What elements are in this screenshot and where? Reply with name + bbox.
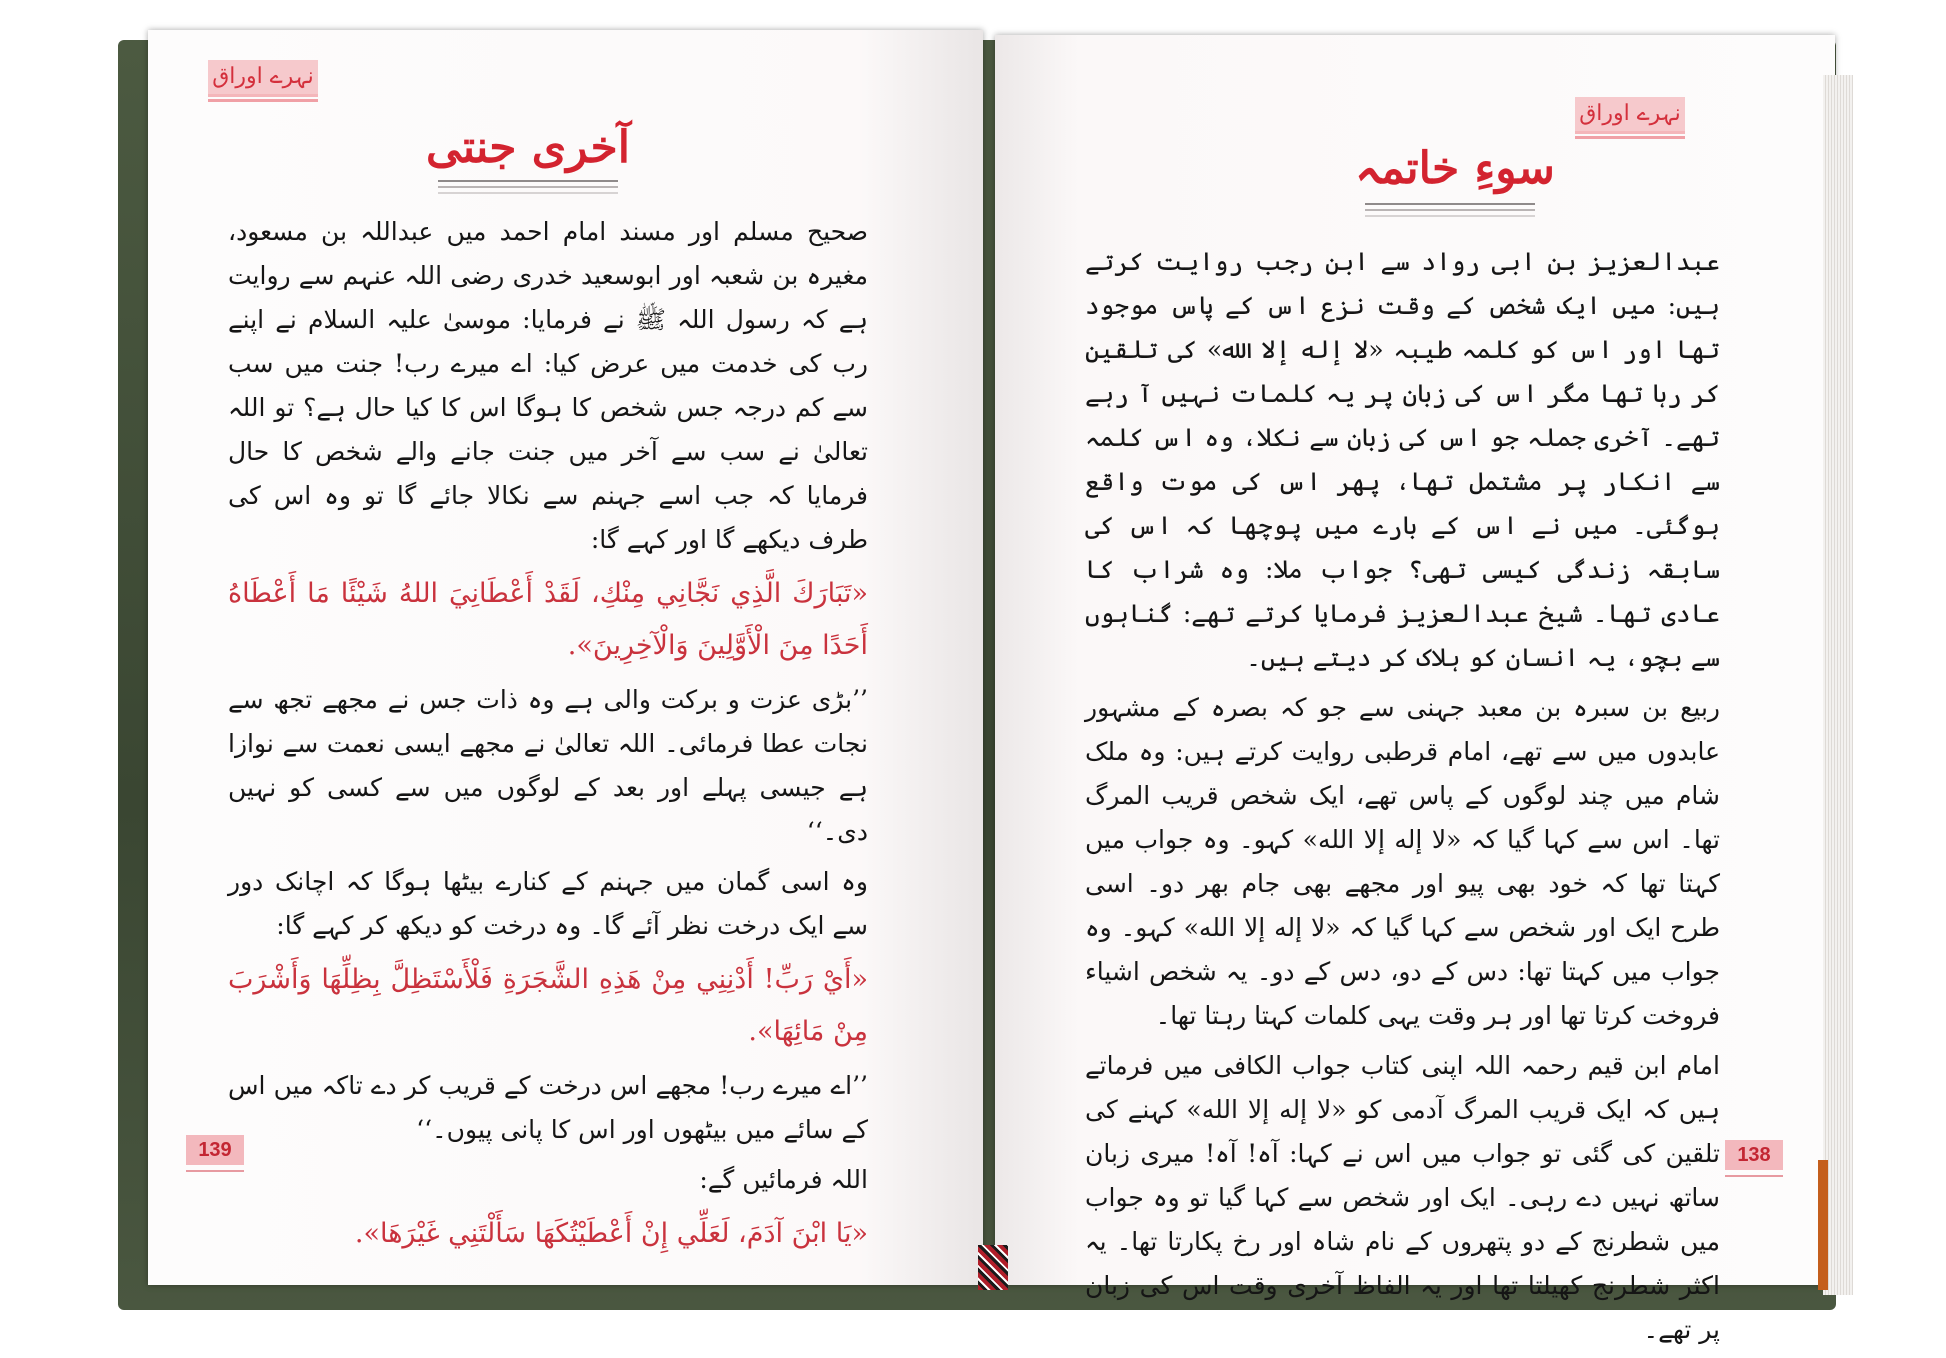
left-arabic-quote-2: «أَيْ رَبِّ! أَدْنِنِي مِنْ هَذِهِ الشَّجَرَةِ فَلْأَسْتَظِلَّ بِظِلِّهَا وَأَشْرَبَ مِنْ مَائِهَا». [228,964,868,1047]
left-paragraph-3: وہ اسی گمان میں جہنم کے کنارے بیٹھا ہوگا کہ اچانک دور سے ایک درخت نظر آئے گا۔ وہ درخت کو دیکھ کر کہے گا: [228,867,868,940]
left-page [148,30,983,1285]
left-page-title: آخری جنتی [426,122,630,173]
left-page-body [228,210,868,1266]
left-paragraph-4: ’’اے میرے رب! مجھے اس درخت کے قریب کر دے تاکہ میں اس کے سائے میں بیٹھوں اور اس کا پانی پیوں۔‘‘ [228,1071,868,1144]
right-paragraph-2: ربیع بن سبرہ بن معبد جہنی سے جو کہ بصرہ کے مشہور عابدوں میں سے تھے، امام قرطبی روایت کرتے ہیں: وہ ملک شام میں چند لوگوں کے پاس تھے، ایک شخص قریب المرگ تھا۔ اس سے کہا گیا کہ «لا إله إلا الله» کہو۔ وہ جواب میں کہتا تھا کہ خود بھی پیو اور مجھے بھی جام بھر دو۔ اسی طرح ایک اور شخص سے کہا گیا کہ «لا إله إلا الله» کہو۔ وہ جواب میں کہتا تھا: دس کے دو، دس کے دو۔ یہ شخص اشیاء فروخت کرتا تھا اور ہر وقت یہی کلمات کہتا رہتا تھا۔ [1085,693,1720,1030]
left-page-number: 139 [186,1135,244,1165]
left-paragraph-2: ’’بڑی عزت و برکت والی ہے وہ ذات جس نے مجھے تجھ سے نجات عطا فرمائی۔ اللہ تعالیٰ نے مجھے ایسی نعمت سے نوازا ہے جیسی پہلے اور بعد کے لوگوں میں سے کسی کو نہیں دی۔‘‘ [228,685,868,846]
right-page-number: 138 [1725,1140,1783,1170]
right-page-title: سوءِ خاتمہ [1355,143,1555,194]
left-running-header: نہرے اوراق [208,60,318,94]
bookmark-ribbon [978,1245,1008,1290]
page-tab-marker [1818,1160,1828,1290]
right-page-body [1085,240,1720,1358]
left-arabic-quote-1: «تَبَارَكَ الَّذِي نَجَّانِي مِنْكِ، لَقَدْ أَعْطَانِيَ اللهُ شَيْئًا مَا أَعْطَاهُ أَحَدًا مِنَ الْأَوَّلِينَ وَالْآخِرِينَ». [228,578,868,661]
right-page [995,35,1835,1344]
left-paragraph-1: صحیح مسلم اور مسند امام احمد میں عبداللہ بن مسعود، مغیرہ بن شعبہ اور ابوسعید خدری رضی اللہ عنہم سے روایت ہے کہ رسول اللہ ﷺ نے فرمایا: موسیٰ علیہ السلام نے اپنے رب کی خدمت میں عرض کیا: اے میرے رب! جنت میں سب سے کم درجہ جس شخص کا ہوگا اس کا کیا حال ہے؟ تو اللہ تعالیٰ نے سب سے آخر میں جنت جانے والے شخص کا حال فرمایا کہ جب اسے جہنم سے نکالا جائے گا تو وہ اس کی طرف دیکھے گا اور کہے گا: [228,217,868,554]
left-paragraph-5: اللہ فرمائیں گے: [699,1165,868,1194]
right-paragraph-1: عبدالعزیز بن ابی رواد سے ابن رجب روایت کرتے ہیں: میں ایک شخص کے وقت نزع اس کے پاس موجود تھا اور اس کو کلمہ طیبہ «لا إله إلا الله» کی تلقین کر رہا تھا مگر اس کی زبان پر یہ کلمات نہیں آ رہے تھے۔ آخری جملہ جو اس کی زبان سے نکلا، وہ اس کلمہ سے انکار پر مشتمل تھا، پھر اس کی موت واقع ہوگئی۔ میں نے اس کے بارے میں پوچھا کہ اس کی سابقہ زندگی کیسی تھی؟ جواب ملا: وہ شراب کا عادی تھا۔ شیخ عبدالعزیز فرمایا کرتے تھے: گناہوں سے بچو، یہ انسان کو ہلاک کر دیتے ہیں۔ [1085,247,1720,672]
left-title-underline [438,180,618,182]
left-arabic-quote-3: «يَا ابْنَ آدَمَ، لَعَلِّي إِنْ أَعْطَيْتُكَهَا سَأَلْتَنِي غَيْرَهَا». [354,1218,868,1249]
right-paragraph-3: امام ابن قیم رحمہ اللہ اپنی کتاب جواب الکافی میں فرماتے ہیں کہ ایک قریب المرگ آدمی کو «لا إله إلا الله» کہنے کی تلقین کی گئی تو جواب میں اس نے کہا: آہ! آہ! میری زبان ساتھ نہیں دے رہی۔ ایک اور شخص سے کہا گیا تو وہ جواب میں شطرنج کے دو پتھروں کے نام شاہ اور رخ پکارتا تھا۔ یہ اکثر شطرنج کھیلتا تھا اور یہ الفاظ آخری وقت اس کی زبان پر تھے۔ [1085,1051,1720,1344]
right-title-underline [1365,203,1535,205]
right-running-header: نہرے اوراق [1575,97,1685,131]
page-edges [1823,75,1853,1295]
